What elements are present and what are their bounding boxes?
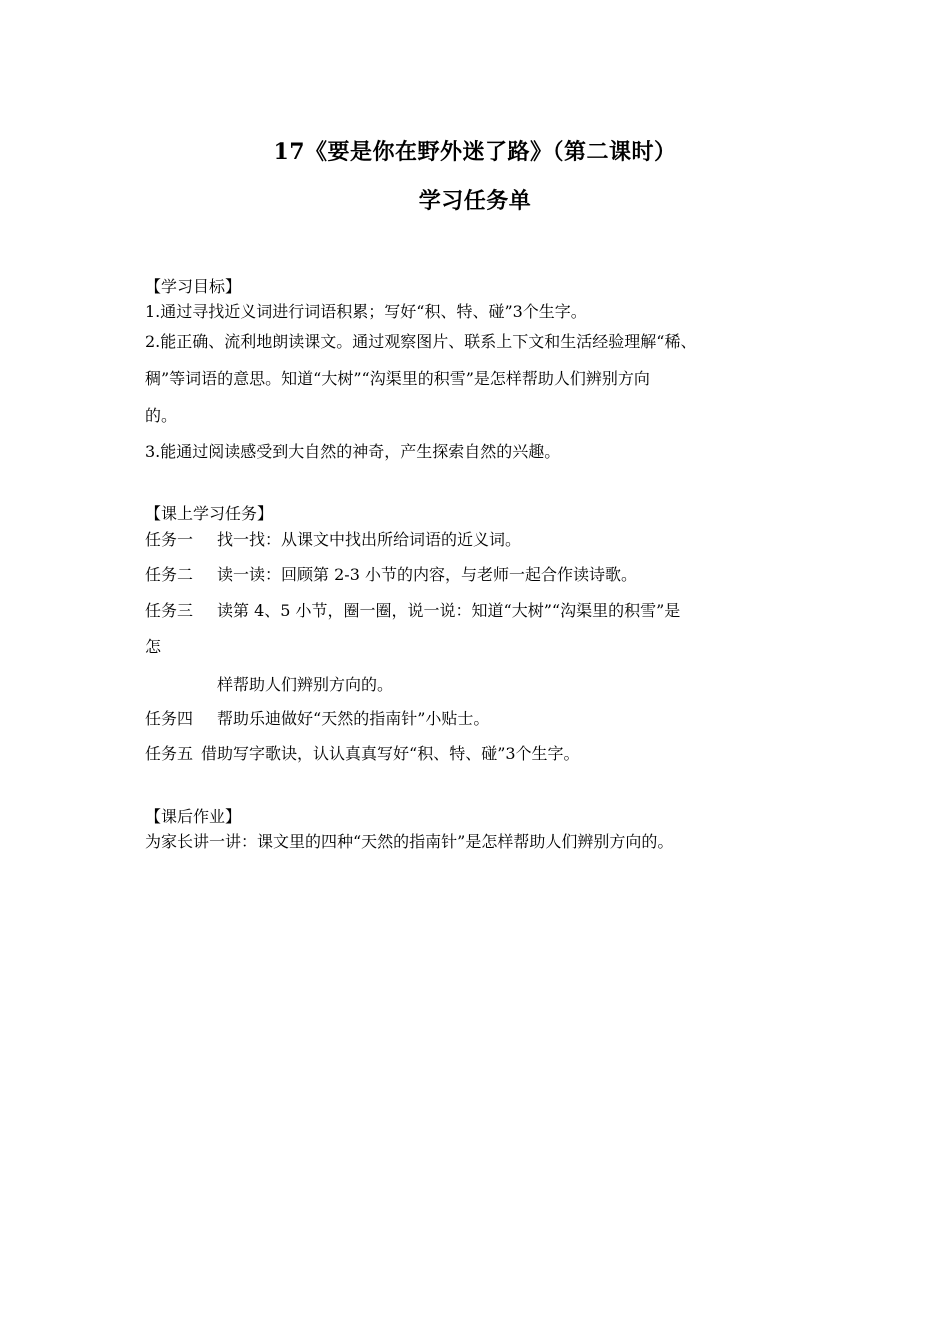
- task-5-text: 借助写字歌诀，认认真真写好“积、特、碰”3个生字。: [201, 744, 580, 763]
- objective-2-line-2: 稠”等词语的意思。知道“大树”“沟渠里的积雪”是怎样帮助人们辨别方向: [145, 369, 650, 388]
- objective-2-line-3: 的。: [145, 406, 178, 425]
- task-2: [145, 564, 815, 586]
- homework-text: 为家长讲一讲：课文里的四种“天然的指南针”是怎样帮助人们辨别方向的。: [145, 832, 674, 851]
- task-1-text: 找一找：从课文中找出所给词语的近义词。: [217, 530, 522, 549]
- task-4-text: 帮助乐迪做好“天然的指南针”小贴士。: [217, 709, 490, 728]
- homework-heading: 【课后作业】: [145, 807, 242, 826]
- task-3: [145, 600, 815, 622]
- task-4-label: 任务四: [145, 709, 194, 728]
- task-3-continuation: 样帮助人们辨别方向的。: [217, 675, 394, 694]
- objective-2-line-1: 2.能正确、流利地朗读课文。通过观察图片、联系上下文和生活经验理解“稀、: [145, 332, 697, 351]
- task-5: [145, 743, 815, 765]
- task-5-label: 任务五: [145, 744, 194, 763]
- task-1-label: 任务一: [145, 530, 194, 549]
- document-subtitle: 学习任务单: [418, 188, 532, 214]
- tasks-heading: 【课上学习任务】: [145, 504, 274, 523]
- task-3-label: 任务三: [145, 601, 194, 620]
- objective-3: 3.能通过阅读感受到大自然的神奇，产生探索自然的兴趣。: [145, 442, 561, 461]
- task-4: [145, 708, 815, 730]
- task-3-wrap: 怎: [145, 637, 162, 656]
- task-3-text: 读第 4、5 小节，圈一圈，说一说：知道“大树”“沟渠里的积雪”是: [217, 601, 681, 620]
- document-title: 17《要是你在野外迷了路》（第二课时）: [273, 139, 677, 165]
- objectives-heading: 【学习目标】: [145, 277, 242, 296]
- task-2-text: 读一读：回顾第 2-3 小节的内容，与老师一起合作读诗歌。: [217, 565, 637, 584]
- objective-1: 1.通过寻找近义词进行词语积累；写好“积、特、碰”3个生字。: [145, 302, 587, 321]
- task-2-label: 任务二: [145, 565, 194, 584]
- task-1: [145, 529, 815, 551]
